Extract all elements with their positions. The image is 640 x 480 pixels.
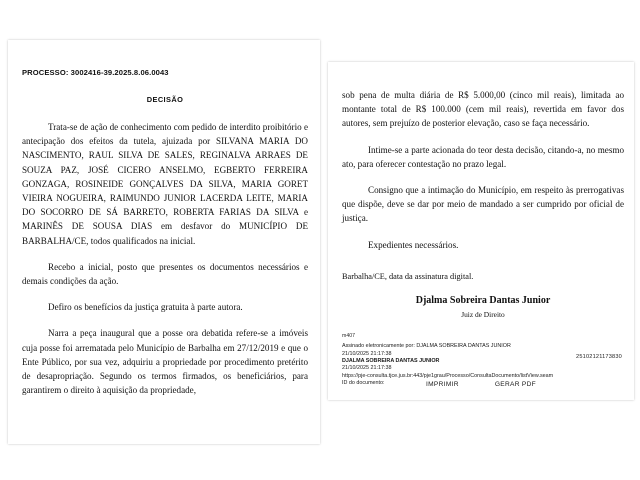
right-paragraph-4: Expedientes necessários.	[368, 239, 459, 250]
signature-verification-url[interactable]: https://pje-consulta.tjce.jus.br:443/pje1grau/Processo/ConsultaDocumento/listView.seam	[342, 372, 554, 379]
left-paragraph-1: Trata-se de ação de conhecimento com pedido de interdito proibitório e antecipação dos efeitos da tutela, ajuizada por SILVANA MARIA DO NASCIMENTO, RAUL SILVA DE SALES, REGINALVA ARRAES DE SOUZA PAZ, JOSÉ CICERO ANSELMO, EGBERTO FERREIRA GONZAGA, ROSINEIDE GONÇALVES DA SILVA, MARIA GORET VIEIRA NOGUEIRA, RAIMUNDO JUNIOR LACERDA LEITE, MARIA DO SOCORRO DE SÁ BARRETO, ROBERTA FARIAS DA SILVA e MARINÊS DE SOUSA DIAS em desfavor do MUNICÍPIO DE BARBALHA/CE, todos qualificados na inicial.	[22, 122, 308, 246]
document-actions	[328, 381, 634, 388]
digital-signature-block	[342, 333, 557, 388]
document-page-right	[328, 62, 634, 400]
signature-line-3: DJALMA SOBREIRA DANTAS JUNIOR	[342, 358, 440, 365]
signature-code: m407	[342, 332, 355, 339]
document-page-left	[8, 40, 320, 444]
generate-pdf-button[interactable]: GERAR PDF	[494, 381, 536, 388]
decision-title: DECISÃO	[146, 95, 184, 104]
judge-role: Juiz de Direito	[461, 309, 505, 319]
right-paragraph-2: Intime-se a parte acionada do teor desta decisão, citando-a, no mesmo ato, para oferecer contestação no prazo legal.	[342, 144, 624, 169]
right-paragraph-1: sob pena de multa diária de R$ 5.000,00 (cinco mil reais), limitada ao montante total de R$ 100.000 (cem mil reais), revertida em favor dos autores, sem prejuízo de posterior elevação, caso se faça necessário.	[342, 90, 624, 129]
left-paragraph-2: Recebo a inicial, posto que presentes os documentos necessários e demais condições da ação.	[22, 261, 308, 287]
right-page-content	[342, 88, 624, 388]
document-id-value: 25102121173830	[576, 354, 622, 360]
process-number: PROCESSO: 3002416-39.2025.8.06.0043	[22, 68, 169, 77]
left-paragraph-3: Defiro os benefícios da justiça gratuita à parte autora.	[48, 302, 243, 313]
signature-line-4: 21/10/2025 21:17:38	[342, 365, 392, 372]
signature-line-2: 21/10/2025 21:17:38	[342, 350, 392, 357]
signature-line-1: Assinado eletronicamente por: DJALMA SOBREIRA DANTAS JUNIOR	[342, 343, 511, 350]
left-paragraph-4: Narra a peça inaugural que a posse ora debatida refere-se a imóveis cuja posse foi arrematada pelo Município de Barbalha em 27/12/2019 e que o Ente Público, por sua vez, adquiriu a propriedade por procedimento pretérito de desapropriação. Segundo os termos firmados, os beneficiários, para garantirem o direito à aquisição da propriedade,	[22, 328, 308, 396]
document-id-label: ID do documento:	[342, 380, 385, 387]
left-page-content	[22, 68, 308, 409]
judge-name: Djalma Sobreira Dantas Junior	[415, 294, 551, 306]
right-paragraph-3: Consigno que a intimação do Município, em respeito às prerrogativas que dispõe, deve se dar por meio de mandado a ser cumprido por oficial de justiça.	[342, 185, 624, 224]
print-button[interactable]: IMPRIMIR	[426, 381, 459, 388]
city-date-line: Barbalha/CE, data da assinatura digital.	[342, 271, 474, 281]
